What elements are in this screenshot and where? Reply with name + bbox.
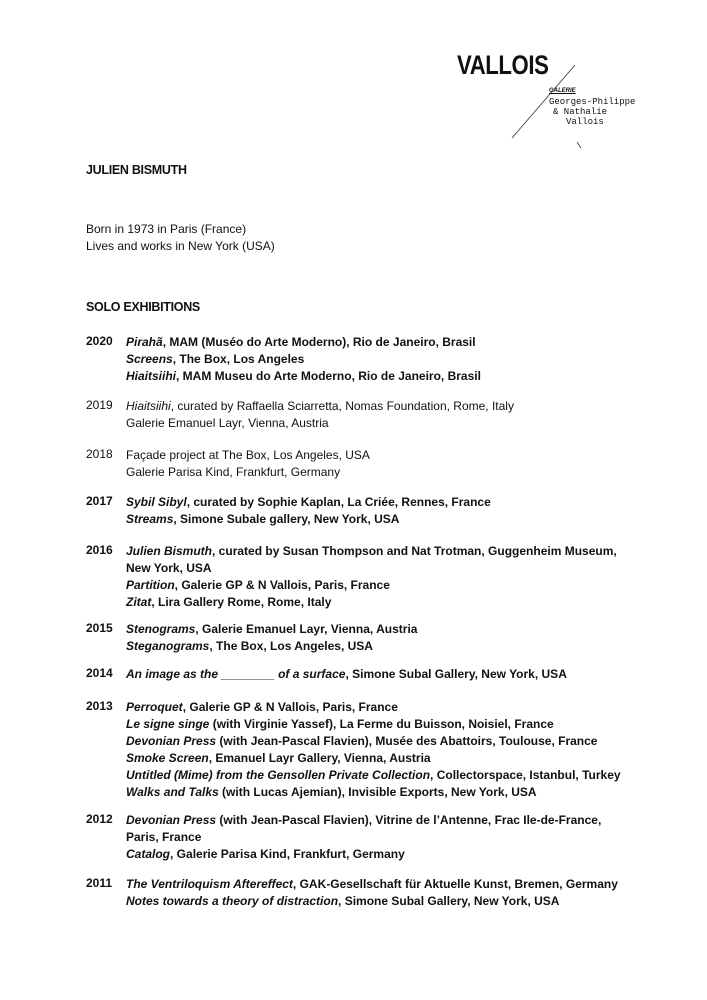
- year-entries: [126, 812, 636, 863]
- exhibition-title: Streams: [126, 512, 174, 526]
- exhibition-title: Hiaitsiihi: [126, 399, 171, 413]
- logo-line-1: Georges-Philippe: [549, 97, 636, 107]
- year-entries: [126, 876, 636, 910]
- year-label: 2015: [86, 621, 113, 635]
- exhibition-details: Façade project at The Box, Los Angeles, USA: [126, 448, 370, 462]
- year-label: 2020: [86, 334, 113, 348]
- exhibition-details: , MAM Museu do Arte Moderno, Rio de Janeiro, Brasil: [176, 369, 481, 383]
- exhibition-entry: [126, 876, 636, 893]
- year-label: 2011: [86, 876, 113, 890]
- exhibition-title: Hiaitsiihi: [126, 369, 177, 383]
- year-entries: [126, 494, 636, 528]
- exhibition-details: Galerie Parisa Kind, Frankfurt, Germany: [126, 465, 341, 479]
- exhibition-details: , Simone Subal Gallery, New York, USA: [345, 667, 567, 681]
- exhibition-title: Devonian Press: [126, 813, 217, 827]
- exhibition-entry: [126, 577, 636, 594]
- exhibition-entry: [126, 464, 636, 481]
- exhibition-details: , curated by Sophie Kaplan, La Criée, Rennes, France: [186, 495, 491, 509]
- exhibition-entry: [126, 543, 636, 577]
- exhibition-details: (with Lucas Ajemian), Invisible Exports, New York, USA: [218, 785, 537, 799]
- bio-lives: Lives and works in New York (USA): [86, 239, 275, 253]
- exhibition-title: Walks and Talks: [126, 785, 219, 799]
- year-entries: [126, 666, 636, 683]
- exhibition-details: , Galerie GP & N Vallois, Paris, France: [182, 700, 398, 714]
- logo-line-3: Vallois: [566, 117, 604, 127]
- gallery-logo: [457, 50, 657, 160]
- section-title: SOLO EXHIBITIONS: [86, 300, 200, 314]
- exhibition-entry: [126, 368, 636, 385]
- exhibition-title: Smoke Screen: [126, 751, 209, 765]
- exhibition-title: Notes towards a theory of distraction: [126, 894, 339, 908]
- logo-wordmark: VALLOIS: [457, 50, 549, 80]
- exhibition-title: Pirahã: [126, 335, 163, 349]
- exhibition-entry: [126, 621, 636, 638]
- exhibition-title: Julien Bismuth: [126, 544, 213, 558]
- exhibition-details: , curated by Susan Thompson and Nat Trotman, Guggenheim Museum, New York, USA: [126, 544, 617, 575]
- exhibition-entry: [126, 334, 636, 351]
- exhibition-entry: [126, 750, 636, 767]
- exhibition-entry: [126, 716, 636, 733]
- year-entries: [126, 334, 636, 385]
- exhibition-details: , Simone Subale gallery, New York, USA: [173, 512, 400, 526]
- exhibition-entry: [126, 893, 636, 910]
- logo-line-2: & Nathalie: [553, 107, 608, 117]
- exhibition-details: , Emanuel Layr Gallery, Vienna, Austria: [208, 751, 431, 765]
- exhibition-details: (with Virginie Yassef), La Ferme du Buisson, Noisiel, France: [209, 717, 554, 731]
- exhibition-details: , Galerie Emanuel Layr, Vienna, Austria: [195, 622, 418, 636]
- exhibition-title: Perroquet: [126, 700, 183, 714]
- exhibition-entry: [126, 447, 636, 464]
- exhibition-title: Untitled (Mime) from the Gensollen Private Collection: [126, 768, 431, 782]
- exhibition-details: (with Jean-Pascal Flavien), Musée des Abattoirs, Toulouse, France: [216, 734, 598, 748]
- year-entries: [126, 621, 636, 655]
- exhibition-title: The Ventriloquism Aftereffect: [126, 877, 293, 891]
- exhibition-details: , Simone Subal Gallery, New York, USA: [338, 894, 560, 908]
- exhibition-details: , GAK-Gesellschaft für Aktuelle Kunst, Bremen, Germany: [292, 877, 618, 891]
- year-entries: [126, 699, 636, 801]
- year-label: 2019: [86, 398, 113, 412]
- exhibition-details: , The Box, Los Angeles: [172, 352, 305, 366]
- exhibition-title: Zitat: [126, 595, 152, 609]
- exhibition-entry: [126, 511, 636, 528]
- exhibition-details: , Galerie GP & N Vallois, Paris, France: [174, 578, 390, 592]
- exhibition-entry: [126, 666, 636, 683]
- exhibition-entry: [126, 494, 636, 511]
- exhibition-entry: [126, 398, 636, 415]
- year-entries: [126, 398, 636, 432]
- exhibition-title: Catalog: [126, 847, 171, 861]
- exhibition-title: Steganograms: [126, 639, 210, 653]
- year-label: 2012: [86, 812, 113, 826]
- exhibition-title: Sybil Sibyl: [126, 495, 187, 509]
- exhibition-title: Stenograms: [126, 622, 196, 636]
- year-label: 2013: [86, 699, 113, 713]
- exhibition-title: An image as the ________ of a surface: [126, 667, 346, 681]
- bio-born: Born in 1973 in Paris (France): [86, 222, 247, 236]
- exhibition-title: Devonian Press: [126, 734, 217, 748]
- exhibition-entry: [126, 846, 636, 863]
- exhibition-entry: [126, 733, 636, 750]
- year-label: 2014: [86, 666, 113, 680]
- exhibition-details: , Galerie Parisa Kind, Frankfurt, Germany: [170, 847, 405, 861]
- year-label: 2017: [86, 494, 113, 508]
- exhibition-entry: [126, 415, 636, 432]
- exhibition-entry: [126, 351, 636, 368]
- year-label: 2016: [86, 543, 113, 557]
- artist-name: JULIEN BISMUTH: [86, 163, 187, 177]
- exhibition-details: , The Box, Los Angeles, USA: [209, 639, 373, 653]
- exhibition-details: Galerie Emanuel Layr, Vienna, Austria: [126, 416, 329, 430]
- year-entries: [126, 447, 636, 481]
- exhibition-details: , curated by Raffaella Sciarretta, Nomas Foundation, Rome, Italy: [170, 399, 514, 413]
- exhibition-title: Le signe singe: [126, 717, 210, 731]
- exhibition-entry: [126, 638, 636, 655]
- exhibition-details: , Collectorspace, Istanbul, Turkey: [430, 768, 621, 782]
- artist-bio: [86, 221, 275, 255]
- logo-galerie-label: GALERIE: [549, 88, 576, 94]
- exhibition-entry: [126, 784, 636, 801]
- year-entries: [126, 543, 636, 611]
- exhibition-title: Screens: [126, 352, 173, 366]
- exhibition-entry: [126, 767, 636, 784]
- exhibition-details: , MAM (Muséo do Arte Moderno), Rio de Janeiro, Brasil: [162, 335, 476, 349]
- exhibition-entry: [126, 699, 636, 716]
- exhibition-title: Partition: [126, 578, 175, 592]
- exhibition-entry: [126, 812, 636, 846]
- year-label: 2018: [86, 447, 113, 461]
- exhibition-details: (with Jean-Pascal Flavien), Vitrine de l’Antenne, Frac Ile-de-France, Paris, France: [126, 813, 602, 844]
- exhibition-details: , Lira Gallery Rome, Rome, Italy: [151, 595, 332, 609]
- exhibition-entry: [126, 594, 636, 611]
